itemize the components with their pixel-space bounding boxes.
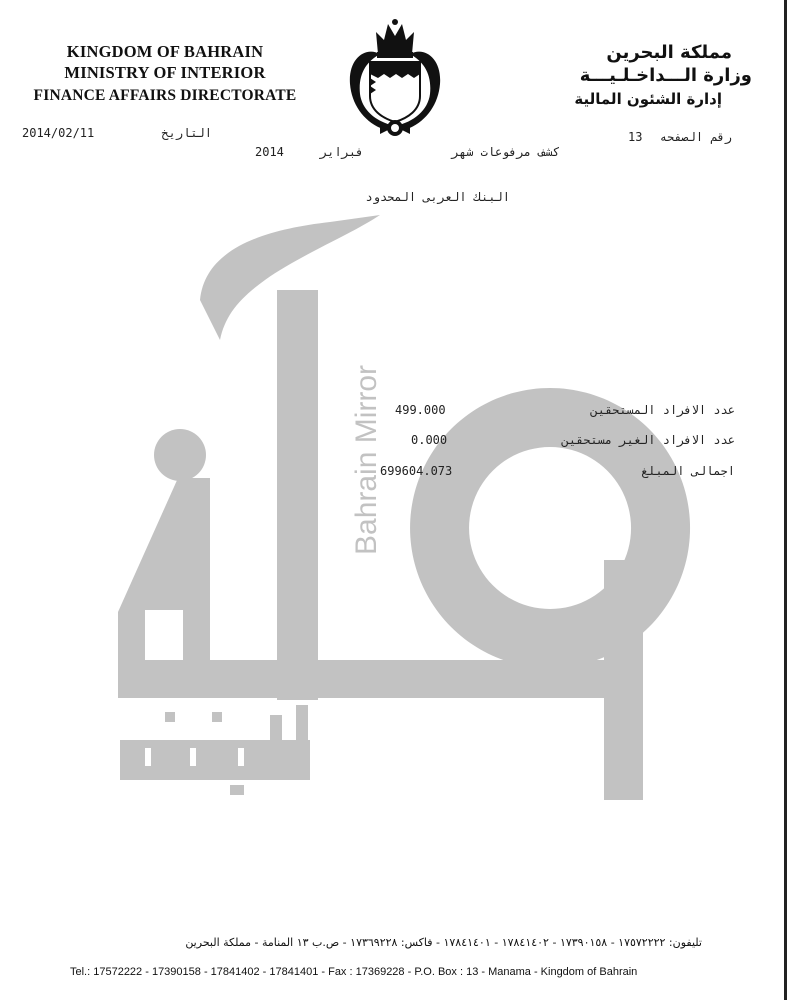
letterhead-ar-directorate: إدارة الشئون المالية (574, 90, 722, 108)
letterhead-english (20, 42, 310, 105)
summary-value: 0.000 (411, 433, 448, 447)
watermark-latin: Bahrain Mirror (350, 364, 383, 555)
report-month: فبراير (320, 145, 364, 159)
letterhead-ar-ministry: وزارة الـــداخـلـيـــة (579, 65, 752, 86)
report-title: كشف مرفوعات شهر (451, 145, 560, 159)
emblem-icon (340, 14, 450, 139)
bank-name: البنك العربى المحدود (365, 190, 510, 204)
letterhead-en-kingdom: KINGDOM OF BAHRAIN (66, 42, 264, 61)
report-title-row (255, 145, 560, 163)
summary-label: اجمالى المبلغ (641, 464, 735, 478)
summary-row (380, 433, 735, 451)
footer-english-contacts: Tel.: 17572222 - 17390158 - 17841402 - 17841401 - Fax : 17369228 - P.O. Box : 13 - Manama - Kingdom of Bahrain (70, 966, 638, 978)
letterhead-en-directorate: FINANCE AFFAIRS DIRECTORATE (33, 87, 297, 104)
letterhead-arabic (472, 42, 752, 108)
date-label: التاريخ (161, 126, 212, 140)
report-year: 2014 (255, 145, 284, 159)
summary-row (380, 464, 735, 482)
summary-value: 699604.073 (380, 464, 453, 478)
summary-row (380, 403, 735, 421)
page-number-label: رقم الصفحه (659, 130, 732, 144)
date-value: 2014/02/11 (22, 126, 95, 140)
summary-label: عدد الافراد الغير مستحقين (561, 433, 735, 447)
letterhead-ar-kingdom: مملكة البحرين (606, 42, 732, 63)
page-number-value: 13 (628, 130, 643, 144)
summary-value: 499.000 (395, 403, 446, 417)
footer-arabic-contacts: تليفون: ١٧٥٧٢٢٢٢ - ١٧٣٩٠١٥٨ - ١٧٨٤١٤٠٢ - ١٧٨٤١٤٠١ - فاكس: ١٧٣٦٩٢٢٨ - ص.ب ١٣ المنامة - مملكة البحرين (185, 936, 702, 949)
summary-label: عدد الافراد المستحقين (590, 403, 735, 417)
letterhead-en-ministry: MINISTRY OF INTERIOR (64, 63, 266, 82)
ministry-emblem (340, 14, 450, 139)
